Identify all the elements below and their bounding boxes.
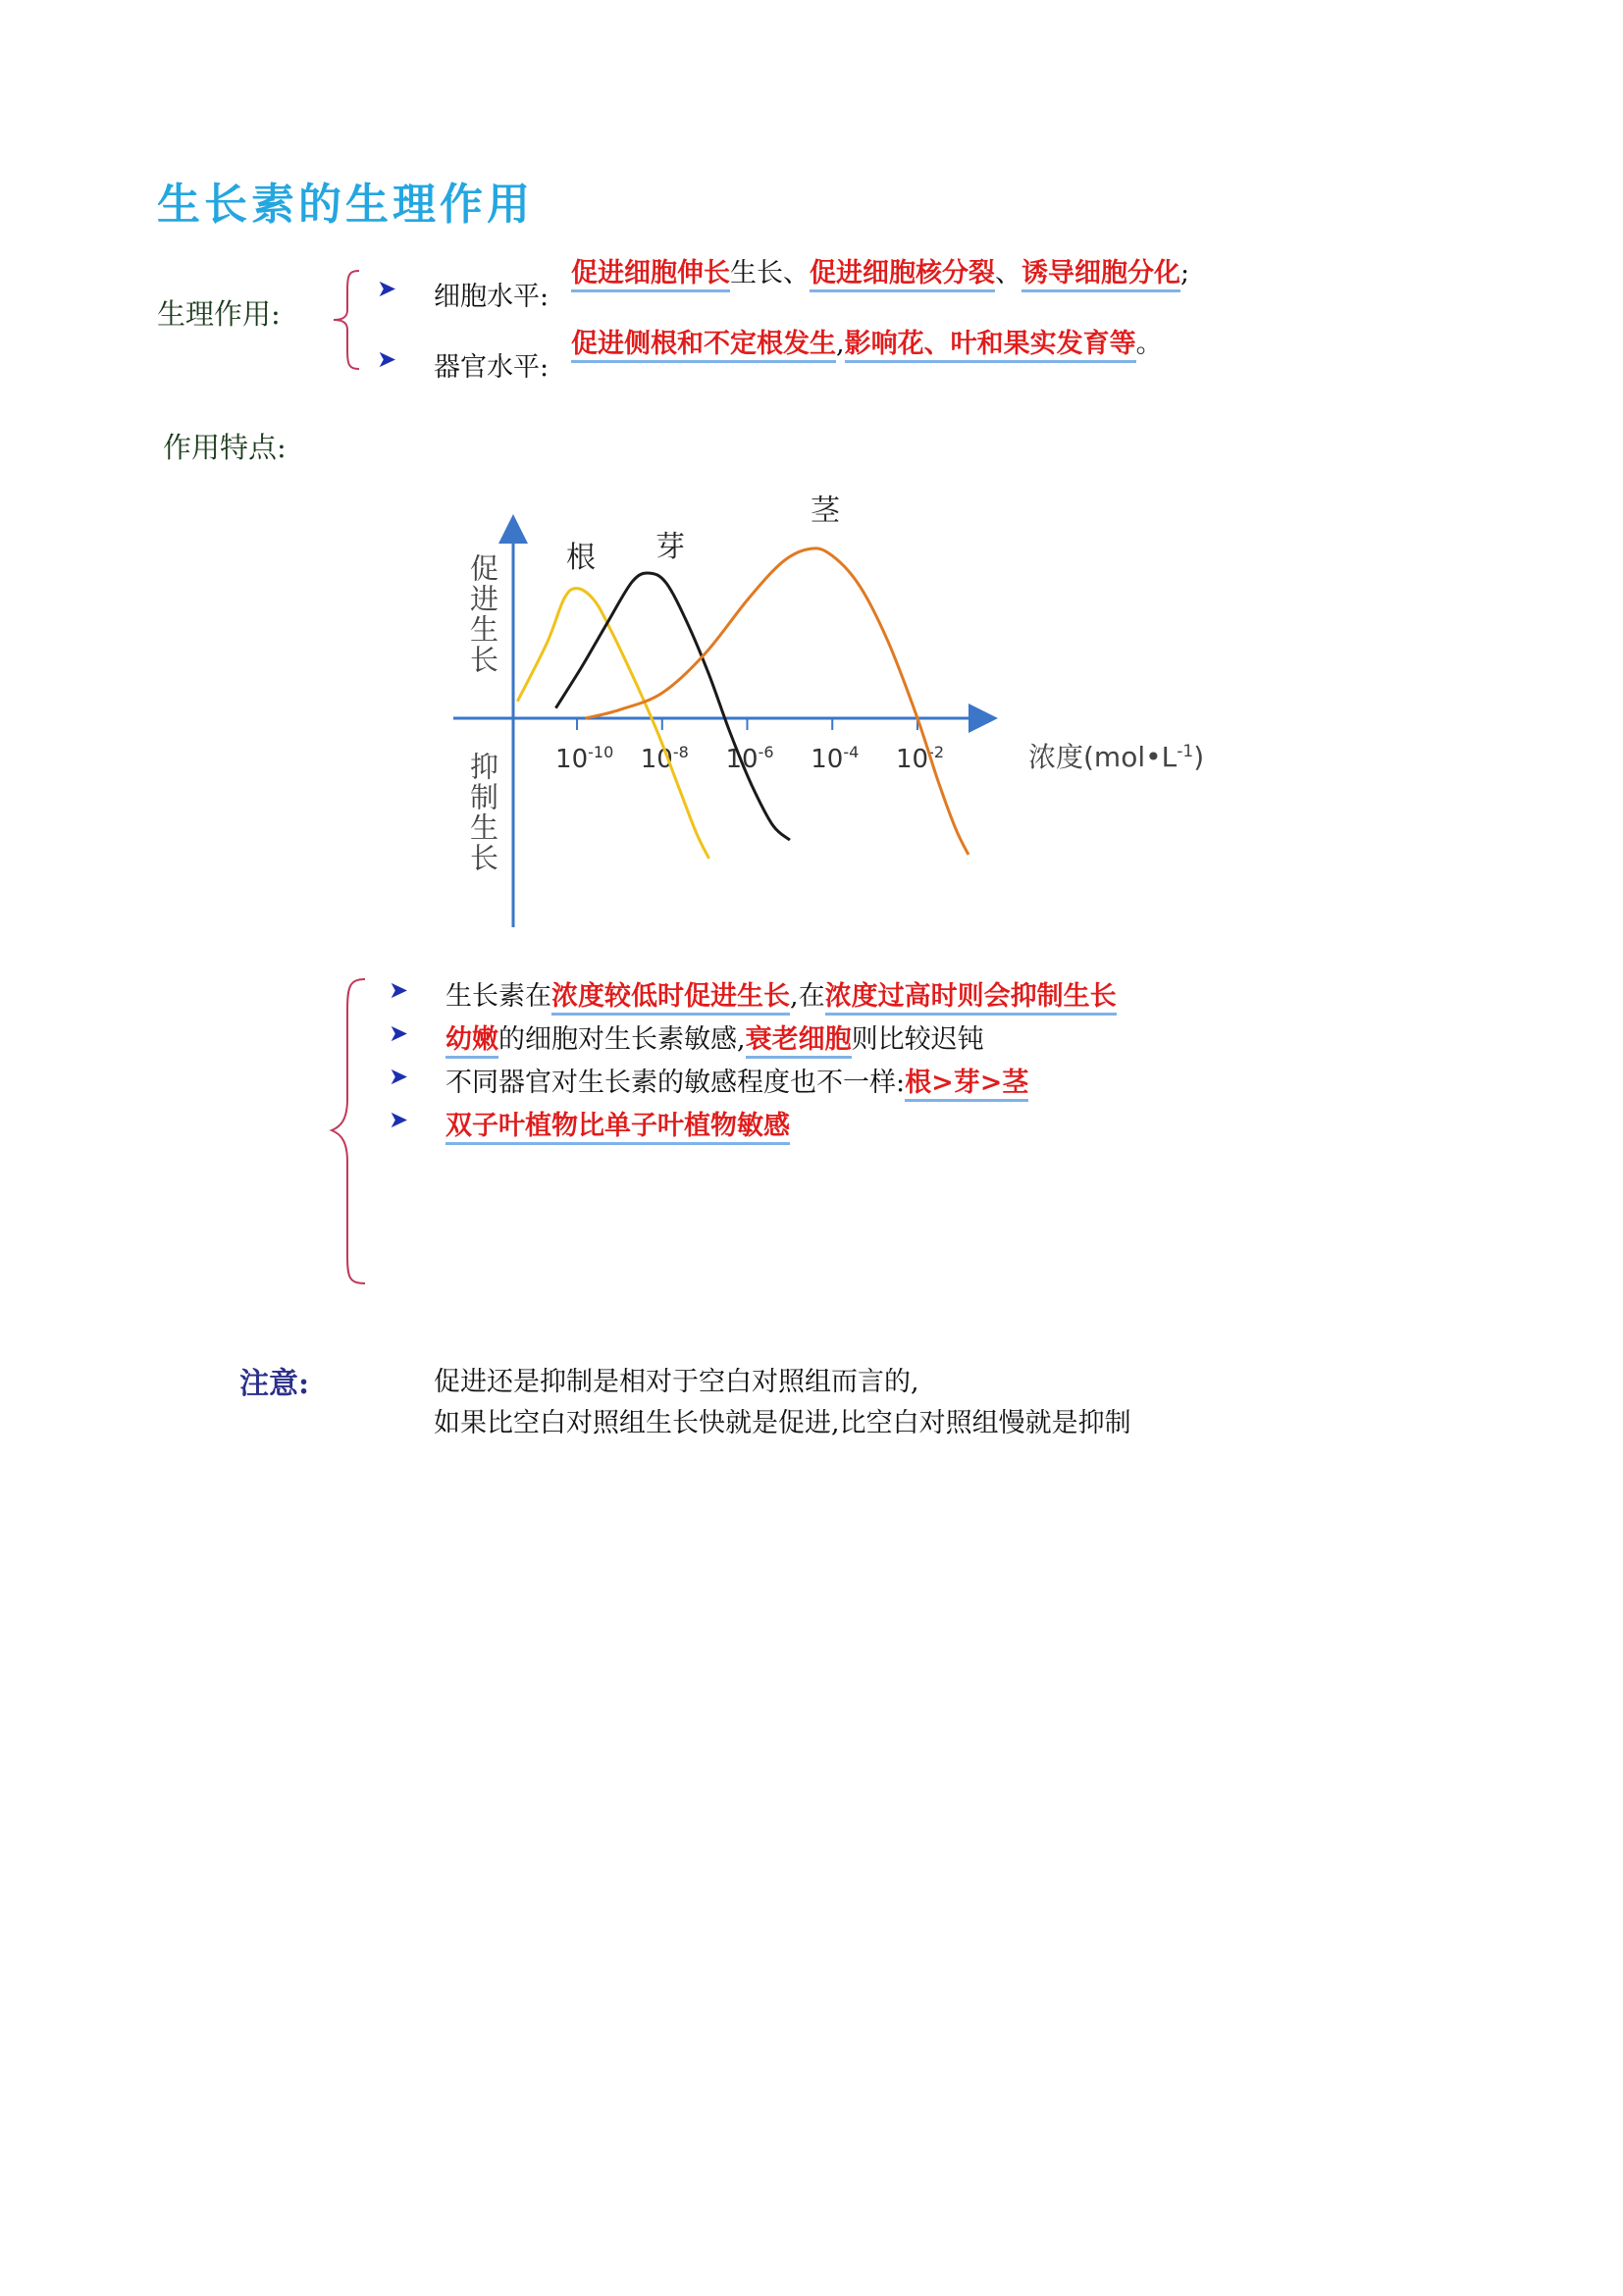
plain-text: 生长、 — [730, 258, 810, 288]
plain-text: 则比较迟钝 — [851, 1024, 984, 1055]
plain-text: 的细胞对生长素敏感, — [498, 1024, 746, 1055]
bullet-icon: ➤ — [377, 345, 397, 373]
plain-text: ; — [1180, 258, 1190, 288]
plain-text: 不同器官对生长素的敏感程度也不一样: — [445, 1068, 906, 1098]
highlight-text: 影响花、叶和果实发育等 — [845, 329, 1136, 363]
bullet-icon: ➤ — [389, 976, 409, 1004]
highlight-text: 双子叶植物比单子叶植物敏感 — [445, 1111, 790, 1145]
highlight-text: 幼嫩 — [445, 1024, 498, 1059]
highlight-text: 根>芽>茎 — [905, 1068, 1028, 1102]
note-line-1: 促进还是抑制是相对于空白对照组而言的, — [434, 1367, 919, 1397]
highlight-text: 促进细胞伸长 — [571, 258, 730, 292]
x-tick-label: $10^{-6}$ — [725, 743, 774, 774]
plain-text: ,在 — [790, 981, 825, 1012]
note-label: 注意: — [239, 1367, 310, 1401]
plain-text: , — [836, 329, 845, 359]
feature-point — [445, 974, 1117, 1013]
x-tick-label: $10^{-2}$ — [895, 743, 945, 774]
series-line-根 — [517, 589, 708, 859]
bullet-icon: ➤ — [389, 1063, 409, 1090]
features-brace — [326, 971, 375, 1295]
series-line-茎 — [586, 548, 969, 855]
physiology-brace — [330, 267, 369, 373]
bullet-icon: ➤ — [377, 275, 397, 302]
series-line-芽 — [555, 573, 790, 840]
cell-level-text — [571, 251, 1189, 289]
y-label-inhibit: 抑制生长 — [466, 752, 499, 873]
bullet-icon: ➤ — [389, 1106, 409, 1133]
highlight-text: 衰老细胞 — [746, 1024, 852, 1059]
features-label: 作用特点: — [163, 431, 287, 464]
note-line-2: 如果比空白对照组生长快就是促进,比空白对照组慢就是抑制 — [434, 1408, 1131, 1438]
organ-level-text — [571, 322, 1163, 360]
series-label: 芽 — [655, 530, 685, 564]
auxin-concentration-chart — [432, 491, 1256, 942]
organ-level-label: 器官水平: — [434, 352, 550, 383]
highlight-text: 诱导细胞分化 — [1021, 258, 1180, 292]
highlight-text: 促进侧根和不定根发生 — [571, 329, 836, 363]
x-tick-label: $10^{-10}$ — [555, 743, 614, 774]
plain-text: 生长素在 — [445, 981, 551, 1012]
feature-point — [445, 1104, 790, 1142]
highlight-text: 促进细胞核分裂 — [810, 258, 995, 292]
series-label: 茎 — [811, 494, 840, 528]
cell-level-label: 细胞水平: — [434, 282, 550, 312]
physiology-label: 生理作用: — [157, 297, 281, 331]
y-label-promote: 促进生长 — [466, 553, 499, 675]
series-label: 根 — [566, 541, 596, 575]
highlight-text: 浓度较低时促进生长 — [551, 981, 790, 1016]
x-tick-label: $10^{-8}$ — [640, 743, 689, 774]
page-title: 生长素的生理作用 — [157, 180, 534, 230]
highlight-text: 浓度过高时则会抑制生长 — [825, 981, 1117, 1016]
x-tick-label: $10^{-4}$ — [811, 743, 860, 774]
feature-point — [445, 1061, 1028, 1099]
plain-text: 。 — [1135, 329, 1163, 359]
feature-point — [445, 1018, 984, 1056]
x-axis-label: 浓度$(mol•L^{-1})$ — [1028, 741, 1205, 773]
bullet-icon: ➤ — [389, 1019, 409, 1047]
plain-text: 、 — [995, 258, 1021, 288]
